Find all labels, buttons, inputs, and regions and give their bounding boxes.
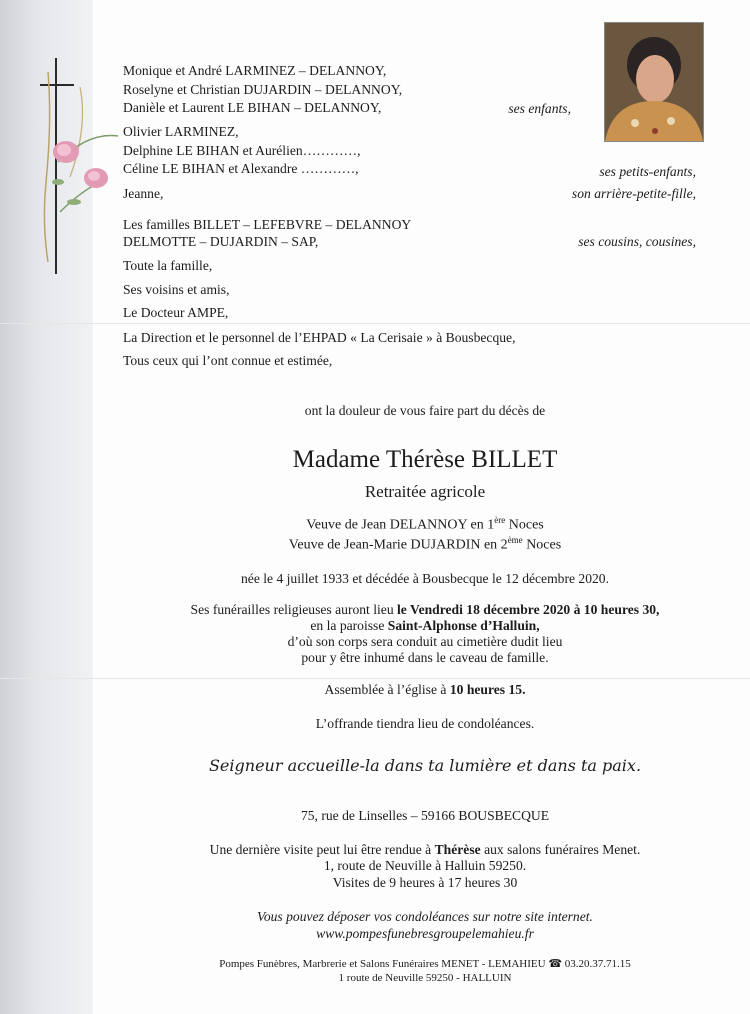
relation-grandchildren: ses petits-enfants, [599,164,696,179]
visit-line-1: Une dernière visite peut lui être rendue à Thérèse aux salons funéraires Menet. [209,842,641,857]
funeral-line-1: Ses funérailles religieuses auront lieu le Vendredi 18 décembre 2020 à 10 heures 30, [190,602,660,617]
footer-line-1: Pompes Funèbres, Marbrerie et Salons Funéraires MENET - LEMAHIEU ☎ 03.20.37.71.15 [219,958,631,970]
visit-hours: Visites de 9 heures à 17 heures 30 [332,875,518,890]
funeral-line-3: d’où son corps sera conduit au cimetière dudit lieu [287,634,563,649]
birth-death-dates: née le 4 juillet 1933 et décédée à Bousbecque le 12 décembre 2020. [240,571,610,586]
footer-line-2: 1 route de Neuville 59250 - HALLUIN [338,972,512,984]
family-line: Ses voisins et amis, [123,282,230,297]
assembly-time: Assemblée à l’église à 10 heures 15. [324,682,526,697]
relation-cousins: ses cousins, cousines, [578,234,696,249]
family-line: Le Docteur AMPE, [123,305,229,320]
funeral-line-2: en la paroisse Saint-Alphonse d’Halluin, [310,618,540,633]
family-line: Tous ceux qui l’ont connue et estimée, [123,353,333,368]
fold-line [0,678,750,679]
occupation: Retraitée agricole [364,482,486,501]
visit-line-2: 1, route de Neuville à Halluin 59250. [323,858,527,873]
funeral-line-4: pour y être inhumé dans le caveau de famille. [301,650,549,665]
announcement-line: ont la douleur de vous faire part du décès de [304,403,546,418]
relation-children: ses enfants, [508,101,571,116]
phone-icon: ☎ [548,958,563,970]
family-line: Céline LE BIHAN et Alexandre …………, [123,161,359,176]
website-link[interactable]: www.pompesfunebresgroupelemahieu.fr [316,926,534,941]
deceased-name: Madame Thérèse BILLET [292,446,558,473]
prayer: Seigneur accueille-la dans ta lumière et dans ta paix. [208,756,642,775]
deceased-portrait-photo [604,22,704,142]
family-line: Monique et André LARMINEZ – DELANNOY, [123,63,387,78]
relation-great-granddaughter: son arrière-petite-fille, [571,186,696,201]
widow-line-2: Veuve de Jean-Marie DUJARDIN en 2ème Noces [288,535,562,553]
offering-note: L’offrande tiendra lieu de condoléances. [315,716,535,731]
family-line: Les familles BILLET – LEFEBVRE – DELANNOY [123,217,412,232]
family-line: Delphine LE BIHAN et Aurélien…………, [123,143,361,158]
widow-line-1: Veuve de Jean DELANNOY en 1ère Noces [306,515,544,533]
condolences-note: Vous pouvez déposer vos condoléances sur notre site internet. [257,909,593,924]
family-line: La Direction et le personnel de l’EHPAD « La Cerisaie » à Bousbecque, [123,330,516,345]
family-line: Jeanne, [123,186,164,201]
home-address: 75, rue de Linselles – 59166 BOUSBECQUE [300,808,550,823]
family-line: Danièle et Laurent LE BIHAN – DELANNOY, [123,100,382,115]
family-line: Olivier LARMINEZ, [123,124,239,139]
family-line: Roselyne et Christian DUJARDIN – DELANNOY, [123,82,403,97]
family-line: DELMOTTE – DUJARDIN – SAP, [123,234,319,249]
fold-line [0,323,750,324]
cross-with-roses-illustration [30,52,120,280]
family-line: Toute la famille, [123,258,213,273]
